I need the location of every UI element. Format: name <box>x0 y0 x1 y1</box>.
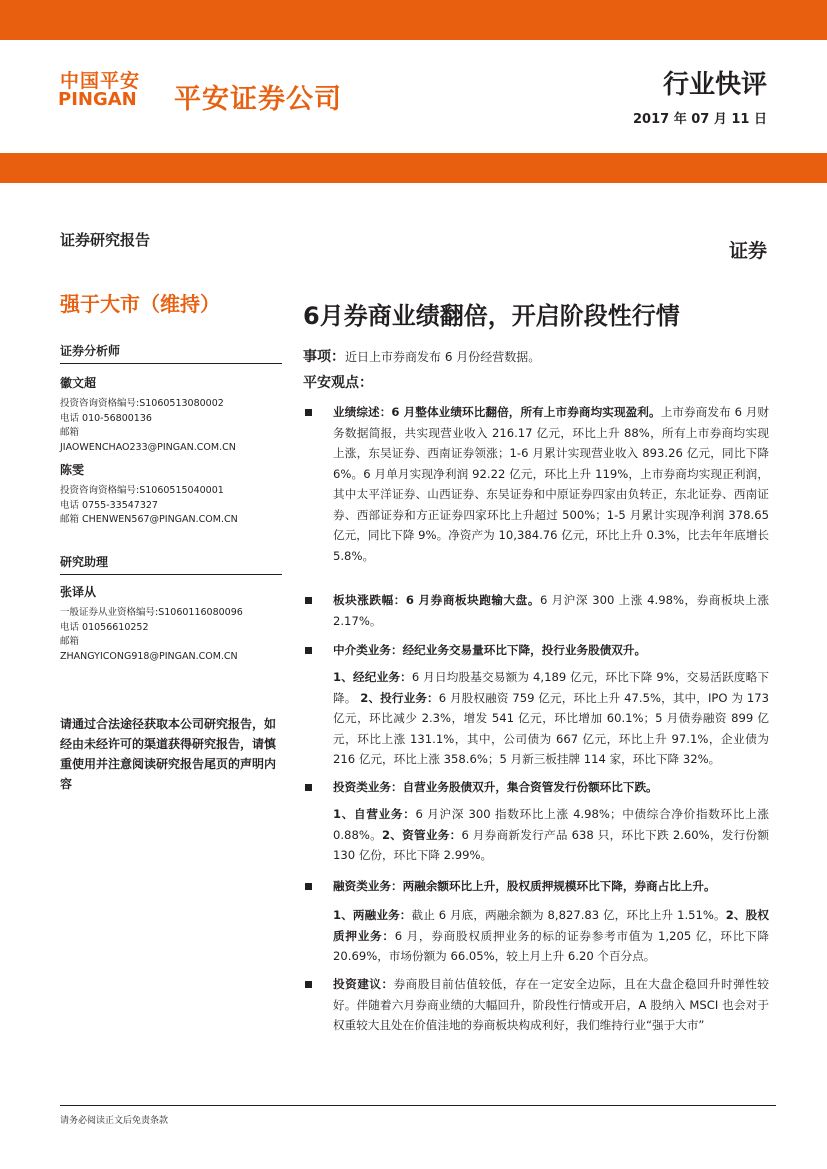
assistant-heading: 研究助理 <box>60 553 282 575</box>
bullet-sector-performance: 板块涨跌幅：6 月券商板块跑输大盘。6 月沪深 300 上涨 4.98%，券商板块上涨 2.17%。 <box>333 593 770 628</box>
bullet-intermediary: 中介类业务：经纪业务交易量环比下降，投行业务股债双升。 <box>333 643 647 657</box>
financing-details: 1、两融业务：截止 6 月底，两融余额为 8,827.83 亿，环比上升 1.51%。2、股权质押业务：6 月，券商股权质押业务的标的证券参考市值为 1,205 亿，环比下降 20.69%，市场份额为 66.05%，较上月上升 6.20 个百分点。 <box>333 908 769 963</box>
view-title: 平安观点： <box>303 375 373 391</box>
bullet-investment: 投资类业务：自营业务股债双升，集合资管发行份额环比下跌。 <box>333 780 658 794</box>
logo-chinese: 中国平安 <box>60 70 141 92</box>
footer-disclaimer: 请务必阅读正文后免责条款 <box>60 1116 169 1126</box>
analyst-email[interactable]: 邮箱 CHENWEN567@PINGAN.COM.CN <box>60 514 238 525</box>
analyst-contact: 投资咨询资格编号:S1060513080002 电话 010-56800136 邮箱 JIAOWENCHAO233@PINGAN.COM.CN <box>60 397 236 455</box>
analyst-contact: 投资咨询资格编号:S1060515040001 电话 0755-33547327 邮箱 CHENWEN567@PINGAN.COM.CN <box>60 484 238 528</box>
assistant-name: 张译从 <box>60 585 97 599</box>
top-orange-band <box>0 0 827 40</box>
bullet-square-icon <box>305 409 312 416</box>
headline: 6月券商业绩翻倍，开启阶段性行情 <box>303 302 680 330</box>
bullet-square-icon <box>305 981 312 988</box>
header-orange-band <box>0 153 827 183</box>
footer-divider <box>60 1105 776 1106</box>
report-category: 证券研究报告 <box>60 231 151 249</box>
intermediary-details: 1、经纪业务：6 月日均股基交易额为 4,189 亿元，环比下降 9%，交易活跃度略下降。 2、投行业务：6 月股权融资 759 亿元，环比上升 47.5%，其中，IPO 为 173 亿元，环比减少 2.3%，增发 541 亿元，环比增加 60.1%；5 月债券融资 899 亿元，环比上涨 131.1%，其中，公司债为 667 亿元，环比上升 97.1%，企业债为 216 亿元，环比上涨 358.6%；5 月新三板挂牌 114 家，环比下降 32%。 <box>333 670 769 766</box>
bullet-square-icon <box>305 784 312 791</box>
assistant-email[interactable]: ZHANGYICONG918@PINGAN.COM.CN <box>60 650 238 662</box>
event-line <box>303 346 540 366</box>
legal-notice: 请通过合法途径获取本公司研究报告，如经由未经许可的渠道获得研究报告，请慎重使用并注意阅读研究报告尾页的声明内容 <box>60 717 277 791</box>
bullet-square-icon <box>305 647 312 654</box>
document-date: 2017 年 07 月 11 日 <box>633 112 767 127</box>
bullet-square-icon <box>305 883 312 890</box>
analysts-heading: 证券分析师 <box>60 342 282 364</box>
analyst-name: 陈雯 <box>60 463 85 477</box>
assistant-contact: 一般证券从业资格编号:S1060116080096 电话 01056610252 邮箱 ZHANGYICONG918@PINGAN.COM.CN <box>60 606 243 664</box>
investment-details: 1、自营业务：6 月沪深 300 指数环比上涨 4.98%；中债综合净价指数环比上涨 0.88%。2、资管业务：6 月券商新发行产品 638 只，环比下跌 2.60%，发行份额 130 亿份，环比下降 2.99%。 <box>333 807 769 862</box>
company-name: 平安证券公司 <box>174 84 342 115</box>
bullet-financing: 融资类业务：两融余额环比上升，股权质押规模环比下降，券商占比上升。 <box>333 879 716 893</box>
analyst-email[interactable]: JIAOWENCHAO233@PINGAN.COM.CN <box>60 441 236 453</box>
analyst-name: 徽文超 <box>60 376 97 390</box>
logo-english: PINGAN <box>58 89 137 110</box>
event-text: 近日上市券商发布 6 月份经营数据。 <box>345 350 541 364</box>
event-label: 事项： <box>303 349 345 365</box>
document-type: 行业快评 <box>662 70 767 100</box>
rating: 强于大市（维持） <box>60 292 220 316</box>
sector-label: 证券 <box>728 240 767 262</box>
bullet-recommendation: 投资建议：券商股目前估值较低，存在一定安全边际，且在大盘企稳回升时弹性较好。伴随着六月券商业绩的大幅回升，阶段性行情或开启，A 股纳入 MSCI 也会对于权重较大且处在价值洼地的券商板块构成利好，我们维持行业“强于大市” <box>333 977 769 1032</box>
bullet-performance: 业绩综述：6 月整体业绩环比翻倍，所有上市券商均实现盈利。上市券商发布 6 月财务数据简报，共实现营业收入 216.17 亿元，环比上升 88%，所有上市券商均实现上涨，东吴证券、西南证券领涨；1-6 月累计实现营业收入 893.26 亿元，同比下降 6%。6 月单月实现净利润 92.22 亿元，环比上升 119%，上市券商均实现正利润，其中太平洋证券、山西证券、东吴证券和中原证券四家由负转正，东北证券、西南证券、西部证券和方正证券四家环比上升超过 500%；1-5 月累计实现净利润 378.65 亿元，同比下降 9%。净资产为 10,384.76 亿元，环比上升 0.3%，比去年年底增长 5.8%。 <box>333 405 770 563</box>
bullet-square-icon <box>305 597 312 604</box>
